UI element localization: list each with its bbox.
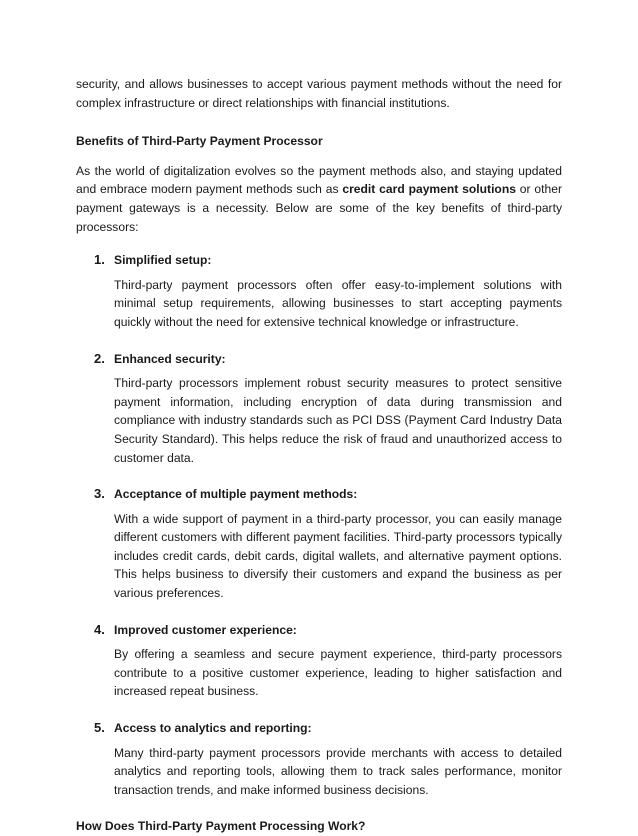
list-item-title: Acceptance of multiple payment methods: [114,487,358,502]
list-item-number: 2. [94,350,105,366]
list-item [76,719,562,799]
list-item [76,251,562,331]
benefits-list [76,251,562,799]
how-it-works-heading: How Does Third-Party Payment Processing Work? [76,819,366,834]
intro-paragraph: security, and allows businesses to accept various payment methods without the need for complex infrastructure or direct relationships with financial institutions. [76,77,562,110]
list-item-title: Access to analytics and reporting: [114,721,312,736]
benefits-heading: Benefits of Third-Party Payment Processor [76,134,323,149]
list-item-number: 3. [94,486,105,502]
list-item-description: With a wide support of payment in a third-party processor, you can easily manage different customers with different payment facilities. Third-party processors typically includes credit cards, debit cards, digital wallets, and alternative payment options. This helps business to diversify their customers and expand the business as per various preferences. [114,511,562,601]
list-item-number: 5. [94,720,105,736]
list-item-description: Third-party payment processors often offer easy-to-implement solutions with minimal setup requirements, allowing businesses to start accepting payments quickly without the need for extensive technical knowledge or infrastructure. [114,277,562,329]
list-item-number: 4. [94,621,105,637]
list-item-title: Simplified setup: [114,253,212,268]
list-item-description: By offering a seamless and secure payment experience, third-party processors contribute to a positive customer experience, leading to higher satisfaction and increased repeat business. [114,647,562,699]
list-item [76,485,562,603]
lead-text-end: or other payment gateways is a necessity. Below are some of the key benefits of third-party processors: [76,182,562,234]
list-item-title: Enhanced security: [114,351,226,366]
list-item-title: Improved customer experience: [114,622,297,637]
list-item-description: Third-party processors implement robust security measures to protect sensitive payment information, including encryption of data during transmission and compliance with industry standards such as PCI DSS (Payment Card Industry Data Security Standard). This helps reduce the risk of fraud and unauthorized access to customer data. [114,376,562,465]
lead-text-start: As the world of digitalization evolves so the payment methods also, and staying updated and embrace modern payment methods such as [76,163,562,197]
list-item [76,350,562,468]
lead-bold-link-text: credit card payment solutions [342,182,516,197]
list-item [76,621,562,701]
list-item-description: Many third-party payment processors provide merchants with access to detailed analytics and reporting tools, allowing them to track sales performance, monitor transaction trends, and make informed business decisions. [114,745,562,797]
list-item-number: 1. [94,252,105,268]
benefits-lead-paragraph [76,162,562,236]
